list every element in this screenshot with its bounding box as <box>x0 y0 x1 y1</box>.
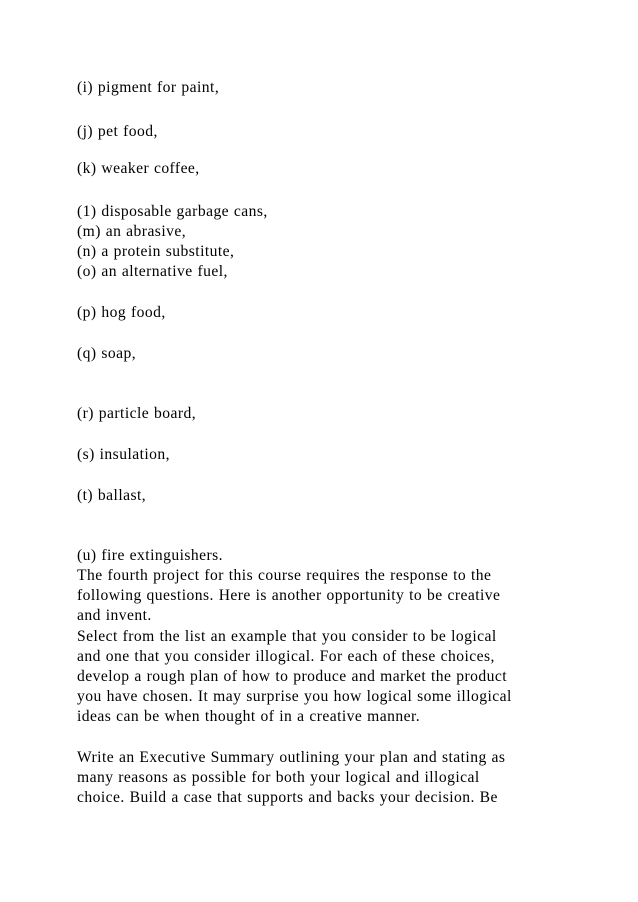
paragraph-line: and invent. <box>77 607 152 624</box>
paragraph-line: choice. Build a case that supports and backs your decision. Be <box>77 789 498 806</box>
list-item: (m) an abrasive, <box>77 223 187 240</box>
paragraph-line: following questions. Here is another opportunity to be creative <box>77 587 501 604</box>
paragraph-line: ideas can be when thought of in a creative manner. <box>77 708 421 725</box>
list-item: (r) particle board, <box>77 405 197 422</box>
paragraph-line: and one that you consider illogical. For each of these choices, <box>77 648 495 665</box>
paragraph-line: you have chosen. It may surprise you how logical some illogical <box>77 688 512 705</box>
list-item: (o) an alternative fuel, <box>77 263 228 280</box>
list-item: (p) hog food, <box>77 304 166 321</box>
paragraph-line: many reasons as possible for both your logical and illogical <box>77 769 480 786</box>
list-item: (n) a protein substitute, <box>77 243 235 260</box>
list-item: (k) weaker coffee, <box>77 160 200 177</box>
list-item: (t) ballast, <box>77 487 147 504</box>
paragraph-line: Write an Executive Summary outlining your plan and stating as <box>77 749 506 766</box>
paragraph-line: The fourth project for this course requires the response to the <box>77 567 492 584</box>
list-item: (i) pigment for paint, <box>77 79 220 96</box>
paragraph-line: Select from the list an example that you consider to be logical <box>77 628 497 645</box>
list-item: (u) fire extinguishers. <box>77 547 224 564</box>
paragraph-line: develop a rough plan of how to produce and market the product <box>77 668 508 685</box>
list-item: (q) soap, <box>77 345 137 362</box>
list-item: (j) pet food, <box>77 123 158 140</box>
list-item: (s) insulation, <box>77 446 171 463</box>
list-item: (1) disposable garbage cans, <box>77 203 268 220</box>
